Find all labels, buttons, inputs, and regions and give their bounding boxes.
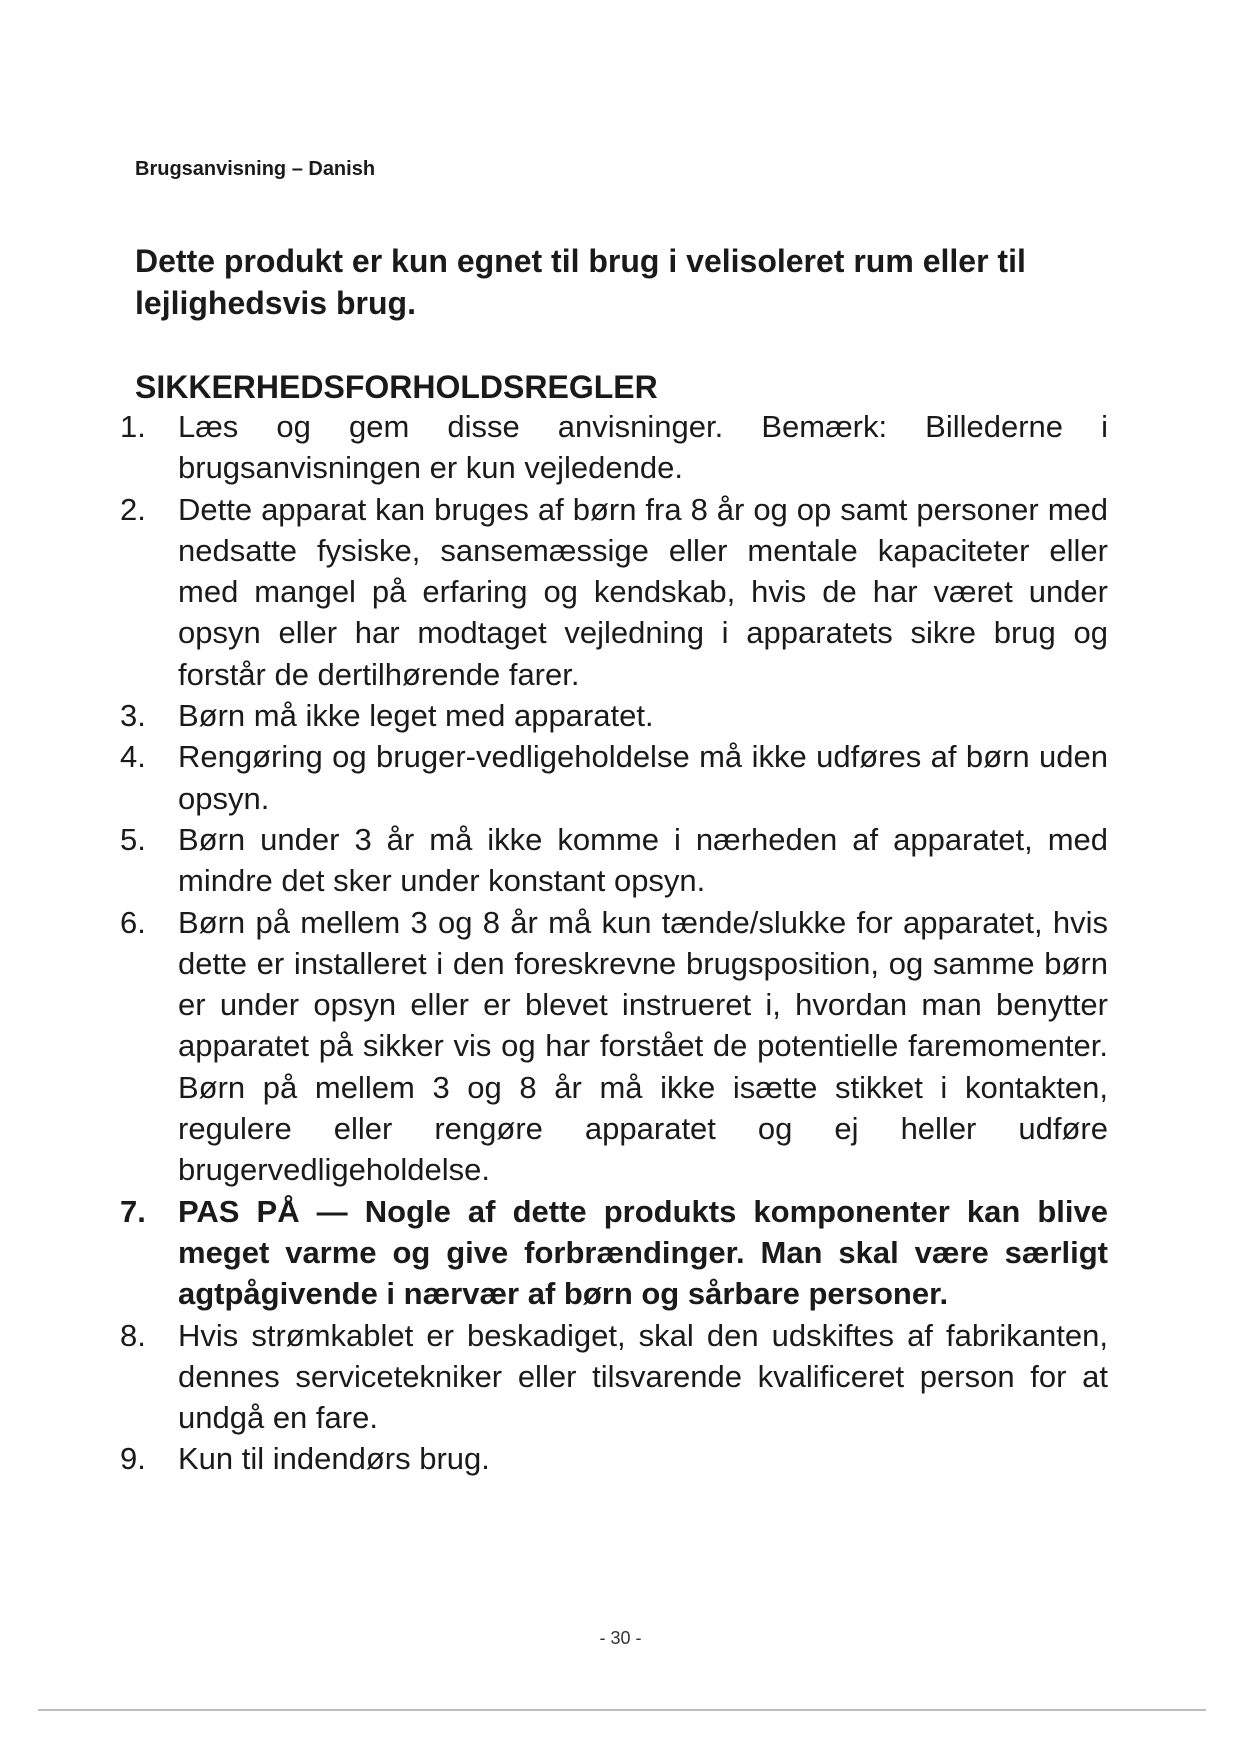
- intro-warning: Dette produkt er kun egnet til brug i velisoleret rum eller til lejlighedsvis brug.: [135, 243, 1026, 321]
- list-item-text: PAS PÅ — Nogle af dette produkts komponenter kan blive meget varme og give forbrændinger. Man skal være særligt agtpågivende i nærvær af børn og sårbare personer.: [178, 1193, 1108, 1312]
- list-item: [120, 819, 1108, 902]
- list-item: [120, 489, 1108, 695]
- list-item-text: Rengøring og bruger-vedligeholdelse må ikke udføres af børn uden opsyn.: [178, 739, 1108, 816]
- section-title: SIKKERHEDSFORHOLDSREGLER: [135, 369, 658, 405]
- list-item-number: 5.: [120, 821, 146, 857]
- list-item: [120, 902, 1108, 1191]
- list-item-text: Hvis strømkablet er beskadiget, skal den udskiftes af fabrikanten, dennes servicetekniker eller tilsvarende kvalificeret person for at undgå en fare.: [178, 1317, 1108, 1436]
- document-header-label: Brugsanvisning – Danish: [135, 158, 376, 180]
- list-item-number: 8.: [120, 1317, 146, 1353]
- list-item-text: Børn under 3 år må ikke komme i nærheden af apparatet, med mindre det sker under konstant opsyn.: [178, 821, 1108, 899]
- list-item: [120, 736, 1108, 819]
- list-item-text: Kun til indendørs brug.: [178, 1441, 490, 1477]
- list-item-number: 1.: [120, 409, 146, 444]
- footer-divider: [38, 1709, 1206, 1711]
- list-item: [120, 1315, 1108, 1439]
- list-item-text: Læs og gem disse anvisninger. Bemærk: Billederne i brugsanvisningen er kun vejledende.: [178, 409, 1108, 486]
- list-item: [120, 406, 1108, 489]
- list-item-text: Dette apparat kan bruges af børn fra 8 år og op samt personer med nedsatte fysiske, sansemæssige eller mentale kapaciteter eller med mangel på erfaring og kendskab, hvis de har været under opsyn eller har modtaget vejledning i apparatets sikre brug og forstår de dertilhørende farer.: [178, 491, 1108, 692]
- page-number: - 30 -: [599, 1628, 642, 1648]
- safety-rules-list: [120, 406, 1108, 1480]
- list-item-number: 4.: [120, 739, 146, 775]
- list-item-number: 6.: [120, 904, 146, 940]
- list-item-number: 9.: [120, 1441, 146, 1477]
- list-item-warning: [120, 1191, 1108, 1315]
- list-item-text: Børn på mellem 3 og 8 år må kun tænde/slukke for apparatet, hvis dette er installeret i den foreskrevne brugsposition, og samme børn er under opsyn eller er blevet instrueret i, hvordan man benytter apparatet på sikker vis og har forstået de potentielle faremomenter. Børn på mellem 3 og 8 år må ikke isætte stikket i kontakten, regulere eller rengøre apparatet og ej heller udføre brugervedligeholdelse.: [178, 904, 1108, 1188]
- list-item-number: 3.: [120, 698, 146, 734]
- list-item-number: 2.: [120, 491, 146, 527]
- list-item-text: Børn må ikke leget med apparatet.: [178, 698, 654, 734]
- list-item-number: 7.: [120, 1193, 146, 1229]
- list-item: [120, 1438, 1108, 1479]
- list-item: [120, 695, 1108, 736]
